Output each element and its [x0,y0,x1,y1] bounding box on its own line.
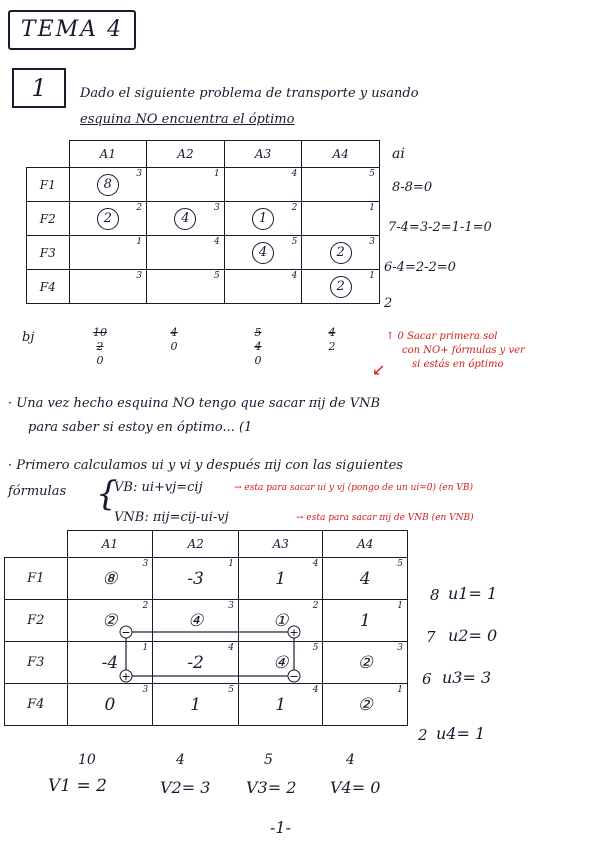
explanation-line-a2: para saber si estoy en óptimo... (1 [28,420,253,435]
t2-row-f4: F4 [5,684,68,726]
explanation-line-b: · Primero calculamos ui y vi y después πij con las siguientes [8,458,403,473]
u-value: u3= 3 [442,668,492,687]
v-value: V3= 2 [246,778,297,797]
exercise-number: 1 [12,68,66,108]
red-note: ↑ 0 Sacar primera sol con NO+ fórmulas y ver si estás en óptimo [386,331,525,370]
allocation-circle: 2 [330,276,352,298]
t1-row-f1: F1 [27,168,70,202]
t1-cell: 3 2 [302,236,380,270]
intro-line-1: Dado el siguiente problema de transporte y usando [80,86,419,101]
allocation-circle: 2 [330,242,352,264]
t2-ai: 6 [422,670,432,688]
t1-cell: 4 [147,236,225,270]
t1-cell: 1 [302,202,380,236]
t2-row-f3: F3 [5,642,68,684]
t1-cell: 1 2 [302,270,380,304]
t1-cell: 1 [69,236,147,270]
t2-cell: 5 4 [323,558,408,600]
bj-column: 4 0 [170,326,178,353]
t1-cell: 4 [224,270,302,304]
t2-cell: 1 ② [323,684,408,726]
t2-ai: 8 [430,586,440,604]
explanation-line-a1: · Una vez hecho esquina NO tengo que sacar πij de VNB [8,396,381,411]
t1-cell: 5 4 [224,236,302,270]
formula-vb-note: → esta para sacar ui y vj (pongo de un ui=0) (en VB) [234,483,473,493]
formulas-label: fórmulas [8,484,67,499]
t1-cell: 1 [147,168,225,202]
t1-cell: 2 2 [69,202,147,236]
t2-cell: 2 ① [238,600,323,642]
t2-cell: 3 ⑧ [67,558,153,600]
t2-cell: 4 -2 [153,642,239,684]
t1-cell: 3 [69,270,147,304]
page-title: TEMA 4 [8,10,136,50]
t1-col-a1: A1 [69,141,147,168]
t2-cell: 1 -3 [153,558,239,600]
t2-bj: 10 [78,752,96,768]
t1-row-f2: F2 [27,202,70,236]
ai-value: 2 [384,296,393,311]
t1-cell: 3 8 [69,168,147,202]
t2-cell: 1 -4 [67,642,153,684]
t2-cell: 1 1 [323,600,408,642]
t2-cell: 3 ④ [153,600,239,642]
t2-cell: 4 1 [238,558,323,600]
page-number: -1- [270,818,291,837]
t2-row-f1: F1 [5,558,68,600]
u-value: u2= 0 [448,626,498,645]
t1-cell: 4 [224,168,302,202]
t1-row-f3: F3 [27,236,70,270]
t2-col-a3: A3 [238,531,323,558]
t2-cell: 3 0 [67,684,153,726]
formula-vnb: VNB: πij=cij-ui-vj [114,510,229,525]
ai-value: 6-4=2-2=0 [384,260,456,275]
svg-text:−: − [121,626,131,639]
bj-column: 10 2 0 [93,326,107,367]
allocation-circle: 2 [97,208,119,230]
t2-cell: 3 ② [323,642,408,684]
t1-cell: 3 4 [147,202,225,236]
t2-ai: 7 [426,628,436,646]
formula-vnb-note: → esta para sacar πij de VNB (en VNB) [296,513,474,523]
formula-vb: VB: ui+vj=cij [114,480,203,495]
t2-cell: 5 1 [153,684,239,726]
svg-text:+: + [121,670,131,683]
t2-col-a1: A1 [67,531,153,558]
ai-value: 7-4=3-2=1-1=0 [388,220,492,235]
t2-bj: 4 [176,752,185,768]
t1-row-f4: F4 [27,270,70,304]
allocation-circle: 4 [252,242,274,264]
t1-col-a3: A3 [224,141,302,168]
t2-col-a2: A2 [153,531,239,558]
svg-text:−: − [289,670,299,683]
ai-label: ai [392,146,405,162]
bj-column: 5 4 0 [254,326,262,367]
allocation-circle: 4 [174,208,196,230]
t2-cell: 2 ② [67,600,153,642]
t2-cell: 4 1 [238,684,323,726]
t2-col-a4: A4 [323,531,408,558]
t2-bj: 4 [346,752,355,768]
v-value: V4= 0 [330,778,381,797]
arrow-icon: ↙ [372,360,386,379]
brace-icon: { [96,474,118,514]
t2-row-f2: F2 [5,600,68,642]
bj-label: bj [22,330,35,345]
bj-column: 4 2 [328,326,336,353]
allocation-circle: 1 [252,208,274,230]
ai-value: 8-8=0 [392,180,433,195]
v-value: V1 = 2 [48,776,107,796]
u-value: u4= 1 [436,724,486,743]
t1-cell: 5 [302,168,380,202]
v-value: V2= 3 [160,778,211,797]
u-value: u1= 1 [448,584,498,603]
t2-ai: 2 [418,726,428,744]
t1-cell: 5 [147,270,225,304]
t1-col-a2: A2 [147,141,225,168]
t2-cell: 5 ④ [238,642,323,684]
t1-cell: 2 1 [224,202,302,236]
allocation-circle: 8 [97,174,119,196]
t2-bj: 5 [264,752,273,768]
svg-text:+: + [289,626,299,639]
t1-col-a4: A4 [302,141,380,168]
intro-line-2: esquina NO encuentra el óptimo [80,112,295,127]
